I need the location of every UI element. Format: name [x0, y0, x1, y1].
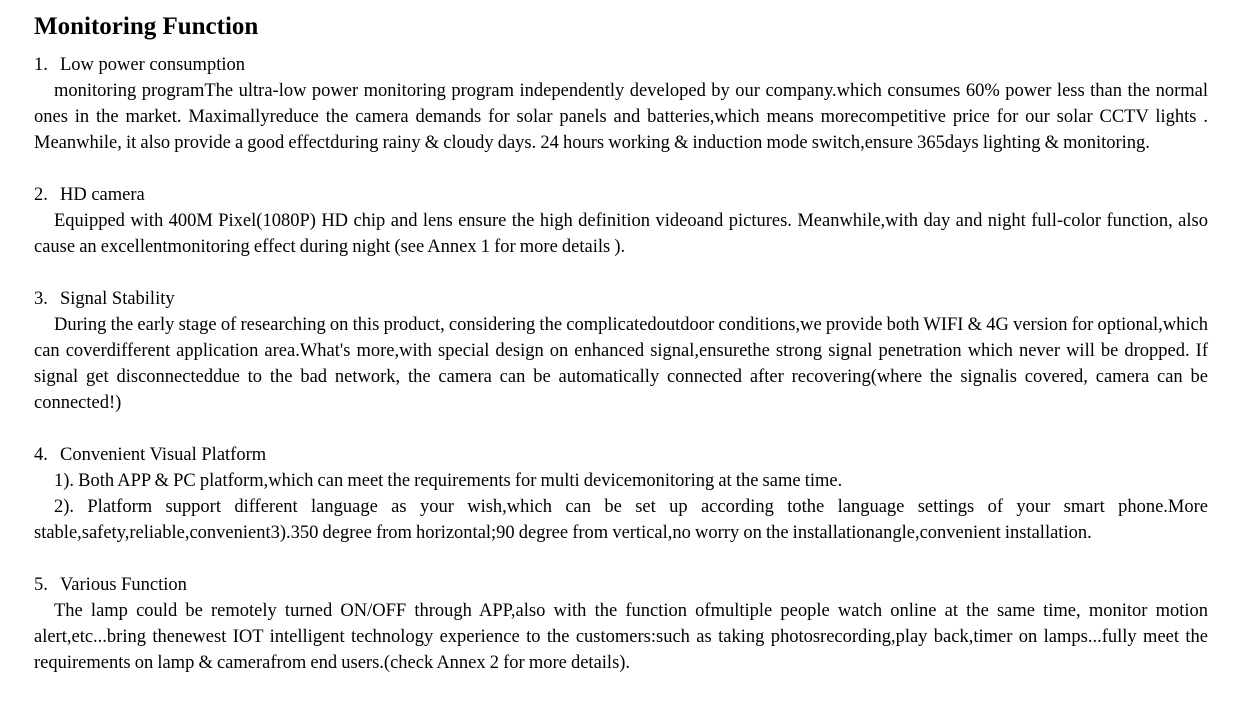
section-title: Convenient Visual Platform	[60, 445, 267, 465]
section-number: 4.	[34, 445, 48, 465]
section-heading	[34, 182, 1208, 208]
section-title: Signal Stability	[60, 289, 175, 309]
section-various-function	[34, 572, 1208, 676]
section-heading	[34, 52, 1208, 78]
section-heading	[34, 572, 1208, 598]
section-hd-camera	[34, 182, 1208, 260]
section-heading	[34, 442, 1208, 468]
section-paragraph: 1). Both APP & PC platform,which can meet the requirements for multi devicemonitoring at the same time.	[54, 471, 843, 491]
section-paragraph: 2). Platform support different language as your wish,which can be set up according tothe language settings of your smart phone.More stable,safety,reliable,convenient3).350 degree from horizontal;90 degree from vertical,no worry on the installationangle,convenient installation.	[34, 497, 1208, 543]
section-number: 5.	[34, 575, 48, 595]
section-visual-platform	[34, 442, 1208, 546]
section-number: 3.	[34, 289, 48, 309]
section-low-power	[34, 52, 1208, 156]
section-paragraph: monitoring programThe ultra-low power monitoring program independently developed by our company.which consumes 60% power less than the normal ones in the market. Maximallyreduce the camera demands for solar panels and batteries,which means morecompetitive price for our solar CCTV lights . Meanwhile, it also provide a good effectduring rainy & cloudy days. 24 hours working & induction mode switch,ensure 365days lighting & monitoring.	[34, 81, 1208, 153]
section-title: Various Function	[60, 575, 187, 595]
document-page	[34, 10, 1208, 702]
section-paragraph: The lamp could be remotely turned ON/OFF through APP,also with the function ofmultiple people watch online at the same time, monitor motion alert,etc...bring thenewest IOT intelligent technology experience to the customers:such as taking photosrecording,play back,timer on lamps...fully meet the requirements on lamp & camerafrom end users.(check Annex 2 for more details).	[34, 601, 1208, 673]
section-title: HD camera	[60, 185, 145, 205]
page-title: Monitoring Function	[34, 13, 259, 40]
section-number: 2.	[34, 185, 48, 205]
section-paragraph: During the early stage of researching on this product, considering the complicatedoutdoor conditions,we provide both WIFI & 4G version for optional,which can coverdifferent application area.What's more,with special design on enhanced signal,ensurethe strong signal penetration which never will be dropped. If signal get disconnecteddue to the bad network, the camera can be automatically connected after recovering(where the signalis covered, camera can be connected!)	[34, 315, 1208, 413]
section-heading	[34, 286, 1208, 312]
section-paragraph: Equipped with 400M Pixel(1080P) HD chip and lens ensure the high definition videoand pictures. Meanwhile,with day and night full-color function, also cause an excellentmonitoring effect during night (see Annex 1 for more details ).	[34, 211, 1208, 257]
section-title: Low power consumption	[60, 55, 245, 75]
section-signal-stability	[34, 286, 1208, 416]
section-number: 1.	[34, 55, 48, 75]
